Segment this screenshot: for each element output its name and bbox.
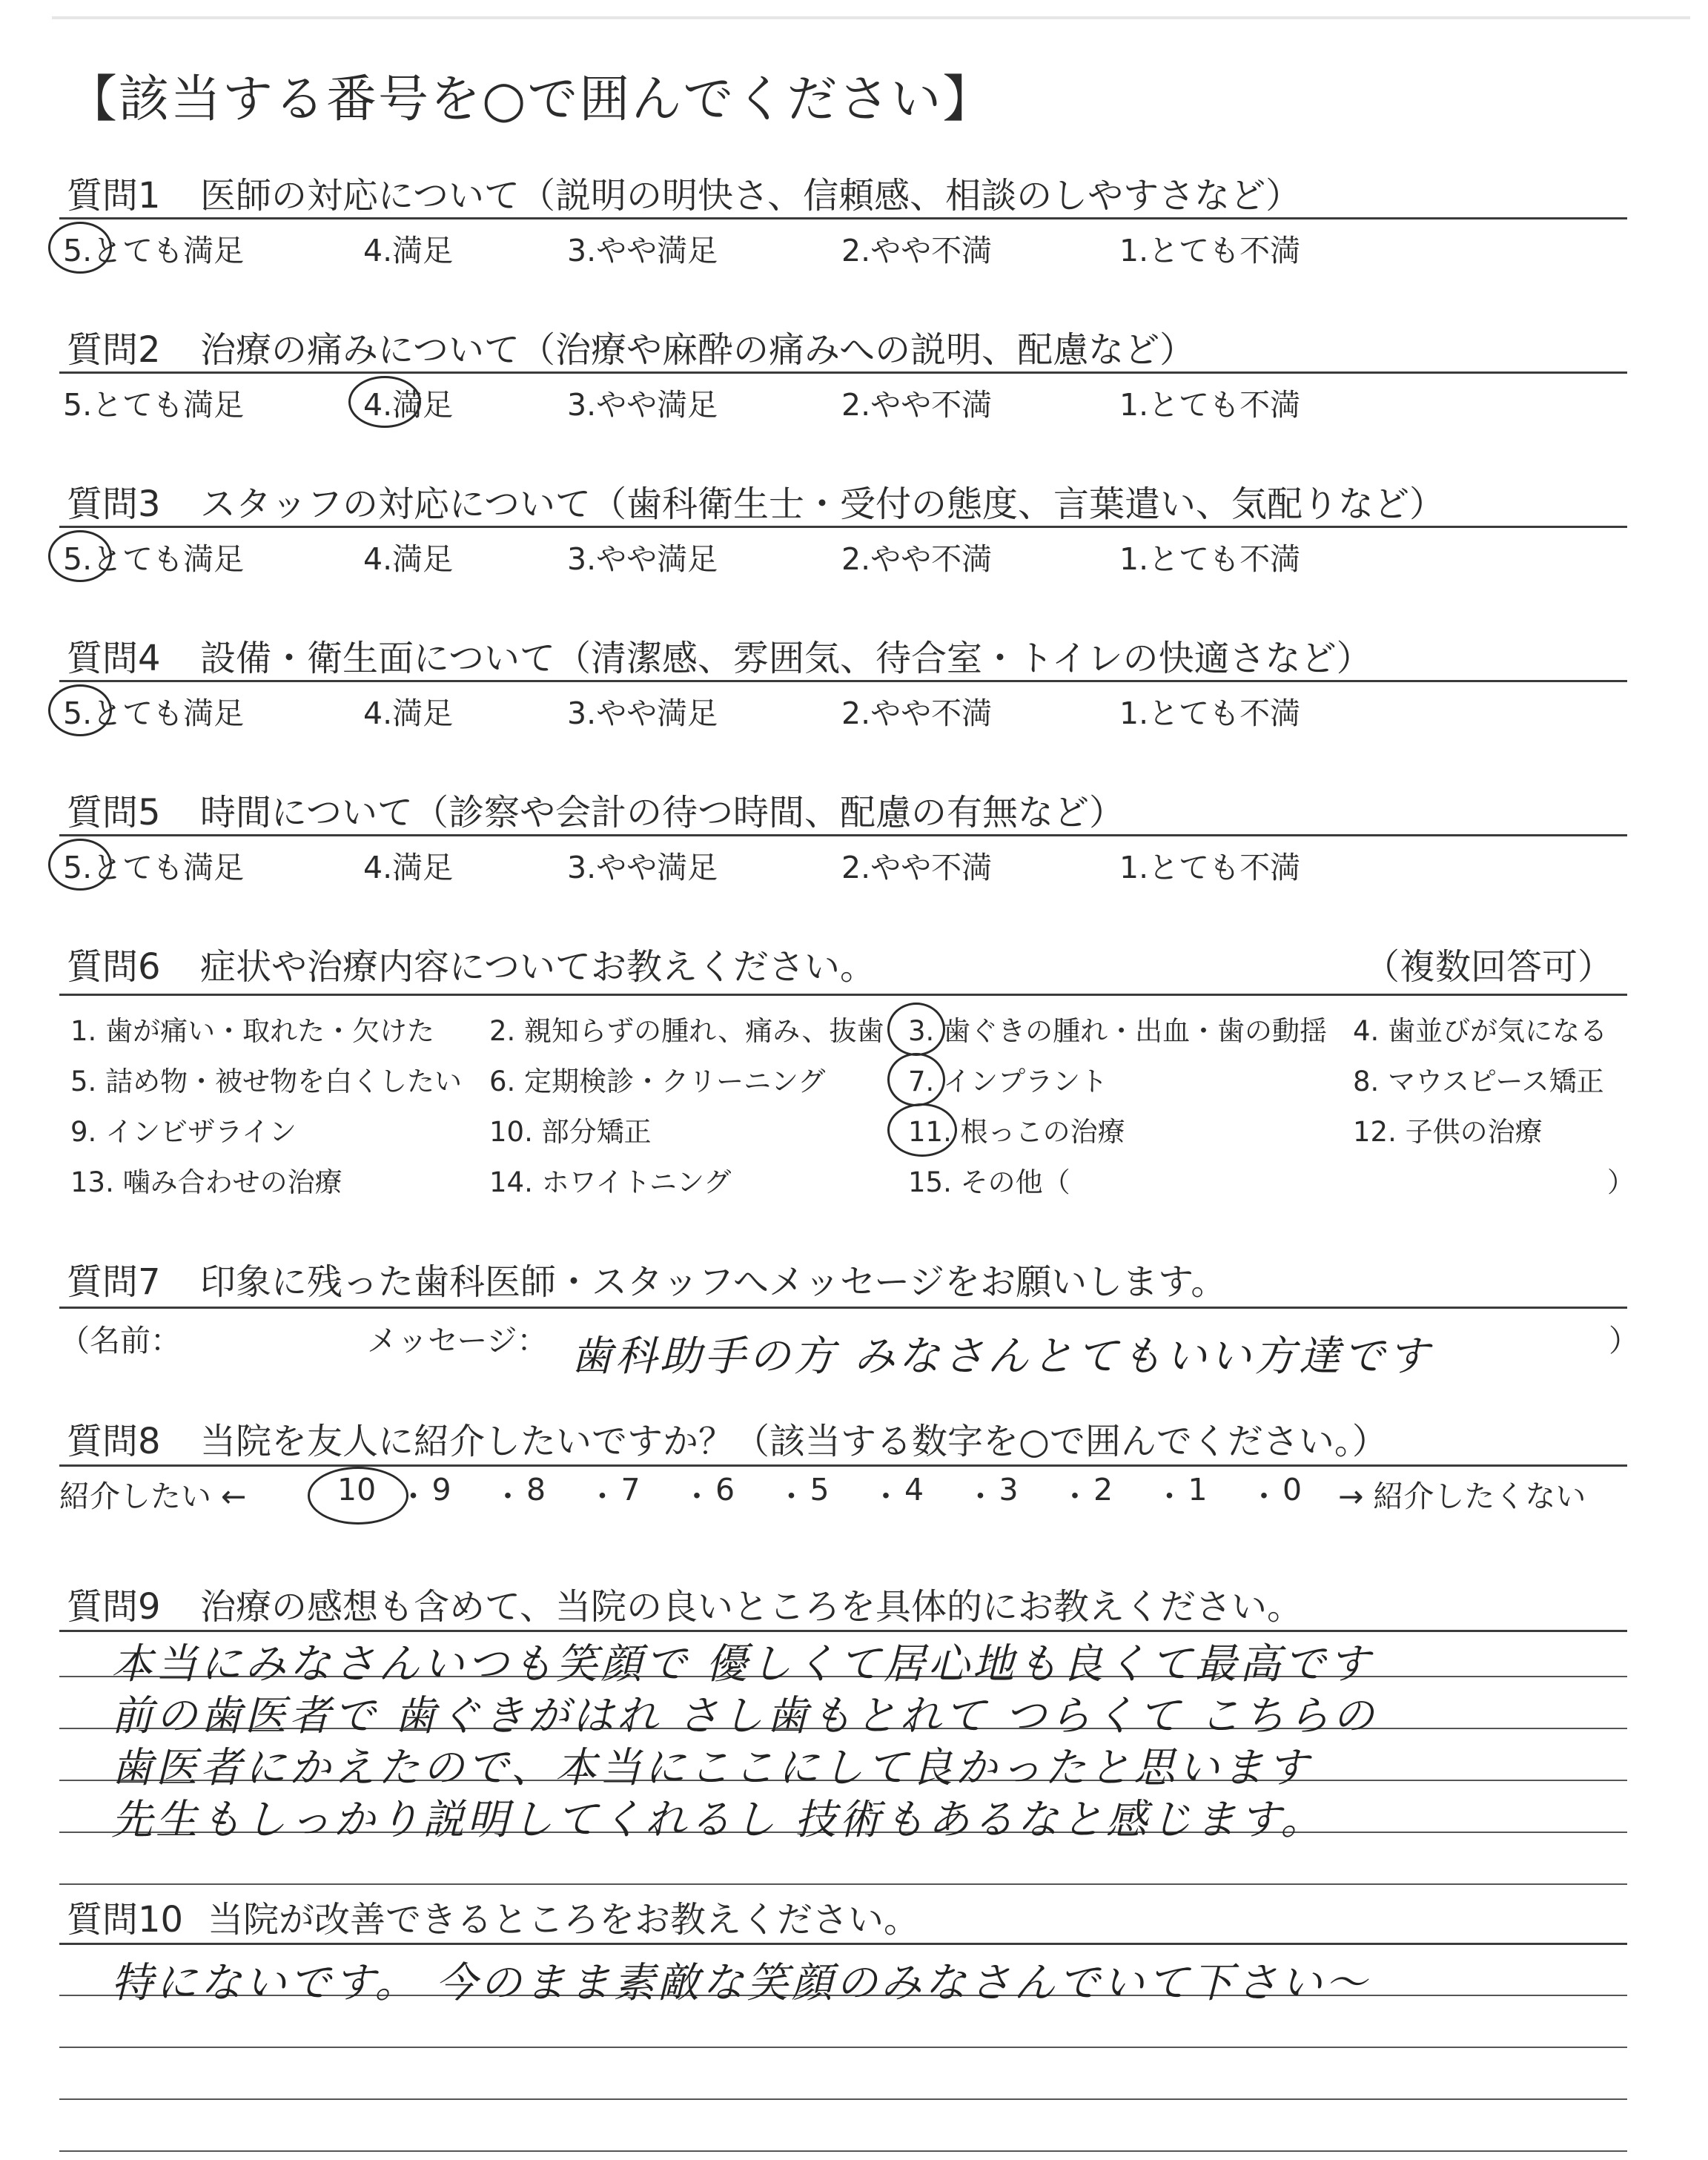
q6-text: 症状や治療内容についてお教えください。 (200, 946, 876, 988)
q6-option-2: 2. 親知らずの腫れ、痛み、抜歯 (489, 1015, 884, 1047)
q10-answer-line-1: 特にないです。 今のまま素敵な笑顔のみなさんでいて下さい〜 (111, 1959, 1370, 2007)
page-top-edge (52, 16, 1690, 19)
q7-label: 質問7 (67, 1261, 161, 1303)
q6-note: （複数回答可） (1364, 946, 1614, 988)
q2-text: 治療の痛みについて（治療や麻酔の痛みへの説明、配慮など） (200, 329, 1196, 371)
q8-left-label: 紹介したい ← (59, 1479, 247, 1514)
q4-selected-circle (48, 684, 112, 736)
q1-label: 質問1 (67, 175, 161, 217)
q8-text: 当院を友人に紹介したいですか？（該当する数字を○で囲んでください。） (200, 1421, 1388, 1462)
q7-message: 歯科助手の方 みなさんとてもいい方達です (571, 1332, 1432, 1381)
q8-scale-7: 7 (620, 1472, 640, 1507)
q10-line-rule (59, 2150, 1627, 2152)
q8-selected-circle (308, 1467, 408, 1525)
q3-option-1: 1.とても不満 (1119, 541, 1301, 577)
q5-option-5: 5.とても満足 (63, 850, 245, 885)
q7-message-label: メッセージ： (367, 1323, 548, 1358)
q9-answer-line-1: 本当にみなさんいつも笑顔で 優しくて居心地も良くて最高です (111, 1640, 1373, 1688)
q3-option-5: 5.とても満足 (63, 541, 245, 577)
q2-option-5: 5.とても満足 (63, 387, 245, 423)
page-title: 【該当する番号を○で囲んでください】 (67, 70, 995, 129)
q4-option-5: 5.とても満足 (63, 696, 245, 731)
q9-line-rule (59, 1883, 1627, 1885)
q9-answer-line-4: 先生もしっかり説明してくれるし 技術もあるなと感じます。 (111, 1796, 1325, 1844)
q10-label: 質問10 (67, 1899, 184, 1941)
q6-option-5: 5. 詰め物・被せ物を白くしたい (70, 1066, 463, 1097)
q2-option-1: 1.とても不満 (1119, 387, 1301, 423)
q6-option-11: 11. 根っこの治療 (908, 1116, 1125, 1148)
q8-scale-5: 5 (810, 1472, 830, 1507)
q6-option-3: 3. 歯ぐきの腫れ・出血・歯の動揺 (908, 1015, 1328, 1047)
q8-scale-9: 9 (431, 1472, 451, 1507)
q8-label: 質問8 (67, 1421, 161, 1462)
q7-close-paren: ） (1609, 1323, 1639, 1358)
q2-selected-circle (348, 376, 421, 428)
q8-scale-dot: ・ (398, 1479, 428, 1514)
q10-line-rule (59, 2047, 1627, 2048)
q6-selected-circle-7 (887, 1053, 945, 1106)
q6-option-12: 12. 子供の治療 (1353, 1116, 1543, 1148)
q4-rule (59, 680, 1627, 682)
q10-line-rule (59, 2098, 1627, 2100)
q9-answer-line-2: 前の歯医者で 歯ぐきがはれ さし歯もとれて つらくて こちらの (111, 1692, 1377, 1740)
q3-selected-circle (48, 530, 112, 582)
q7-rule (59, 1307, 1627, 1309)
q1-option-3: 3.やや満足 (567, 233, 718, 268)
q1-rule (59, 217, 1627, 219)
q8-scale-dot: ・ (776, 1479, 807, 1514)
q8-rule (59, 1464, 1627, 1467)
q6-option-4: 4. 歯並びが気になる (1353, 1015, 1608, 1047)
q3-rule (59, 526, 1627, 528)
q9-label: 質問9 (67, 1586, 161, 1628)
q1-option-2: 2.やや不満 (841, 233, 993, 268)
q3-option-4: 4.満足 (363, 541, 454, 577)
q6-selected-circle-11 (887, 1103, 957, 1157)
q8-scale-0: 0 (1282, 1472, 1302, 1507)
q8-scale-dot: ・ (1248, 1479, 1280, 1514)
q2-option-3: 3.やや満足 (567, 387, 718, 423)
q7-text: 印象に残った歯科医師・スタッフへメッセージをお願いします。 (200, 1261, 1227, 1303)
q2-option-2: 2.やや不満 (841, 387, 993, 423)
q8-scale-dot: ・ (870, 1479, 901, 1514)
q8-scale-3: 3 (999, 1472, 1019, 1507)
q5-label: 質問5 (67, 792, 161, 833)
q8-scale-4: 4 (904, 1472, 924, 1507)
q10-rule (59, 1943, 1627, 1945)
q8-scale-10: 10 (337, 1472, 377, 1507)
q2-option-4: 4.満足 (363, 387, 454, 423)
q8-scale-2: 2 (1093, 1472, 1113, 1507)
q5-option-1: 1.とても不満 (1119, 850, 1301, 885)
q4-label: 質問4 (67, 638, 161, 679)
q8-scale-1: 1 (1188, 1472, 1208, 1507)
q8-scale-dot: ・ (965, 1479, 996, 1514)
q10-text: 当院が改善できるところをお教えください。 (208, 1899, 920, 1941)
q6-option-6: 6. 定期検診・クリーニング (489, 1066, 826, 1097)
q4-option-4: 4.満足 (363, 696, 454, 731)
q3-label: 質問3 (67, 483, 161, 525)
q2-label: 質問2 (67, 329, 161, 371)
q3-text: スタッフの対応について（歯科衛生士・受付の態度、言葉遣い、気配りなど） (200, 483, 1446, 525)
q8-scale-dot: ・ (681, 1479, 712, 1514)
q4-option-2: 2.やや不満 (841, 696, 993, 731)
q1-selected-circle (48, 222, 112, 274)
q4-option-1: 1.とても不満 (1119, 696, 1301, 731)
q8-scale-dot: ・ (587, 1479, 618, 1514)
q1-text: 医師の対応について（説明の明快さ、信頼感、相談のしやすさなど） (200, 175, 1302, 217)
q6-option-10: 10. 部分矯正 (489, 1116, 652, 1148)
q6-option-9: 9. インビザライン (70, 1116, 297, 1148)
q1-option-5: 5.とても満足 (63, 233, 245, 268)
q8-scale-dot: ・ (1059, 1479, 1090, 1514)
q2-rule (59, 371, 1627, 374)
q3-option-3: 3.やや満足 (567, 541, 718, 577)
q6-option-13: 13. 噛み合わせの治療 (70, 1166, 342, 1198)
q8-scale-dot: ・ (492, 1479, 523, 1514)
q5-option-2: 2.やや不満 (841, 850, 993, 885)
q3-option-2: 2.やや不満 (841, 541, 993, 577)
q5-option-4: 4.満足 (363, 850, 454, 885)
q6-selected-circle-3 (887, 1003, 945, 1056)
q6-option-7: 7. インプラント (908, 1066, 1108, 1097)
q5-option-3: 3.やや満足 (567, 850, 718, 885)
q5-selected-circle (48, 839, 112, 891)
q4-option-3: 3.やや満足 (567, 696, 718, 731)
q1-option-1: 1.とても不満 (1119, 233, 1301, 268)
q6-option-16: ） (1607, 1166, 1635, 1198)
q6-rule (59, 994, 1627, 996)
q5-rule (59, 834, 1627, 836)
q6-option-1: 1. 歯が痛い・取れた・欠けた (70, 1015, 435, 1047)
q8-scale-6: 6 (715, 1472, 735, 1507)
q6-label: 質問6 (67, 946, 161, 988)
q9-text: 治療の感想も含めて、当院の良いところを具体的にお教えください。 (200, 1586, 1303, 1628)
q8-right-label: → 紹介したくない (1338, 1479, 1586, 1514)
q5-text: 時間について（診察や会計の待つ時間、配慮の有無など） (200, 792, 1125, 833)
q8-scale-8: 8 (526, 1472, 546, 1507)
q1-option-4: 4.満足 (363, 233, 454, 268)
q9-answer-line-3: 歯医者にかえたので、本当にここにして良かったと思います (111, 1744, 1311, 1792)
q4-text: 設備・衛生面について（清潔感、雰囲気、待合室・トイレの快適さなど） (200, 638, 1372, 679)
q6-option-8: 8. マウスピース矯正 (1353, 1066, 1604, 1097)
q6-option-15: 15. その他（ (908, 1166, 1070, 1198)
q7-name-label: （名前： (59, 1323, 181, 1358)
q8-scale-dot: ・ (1154, 1479, 1185, 1514)
q6-option-14: 14. ホワイトニング (489, 1166, 732, 1198)
